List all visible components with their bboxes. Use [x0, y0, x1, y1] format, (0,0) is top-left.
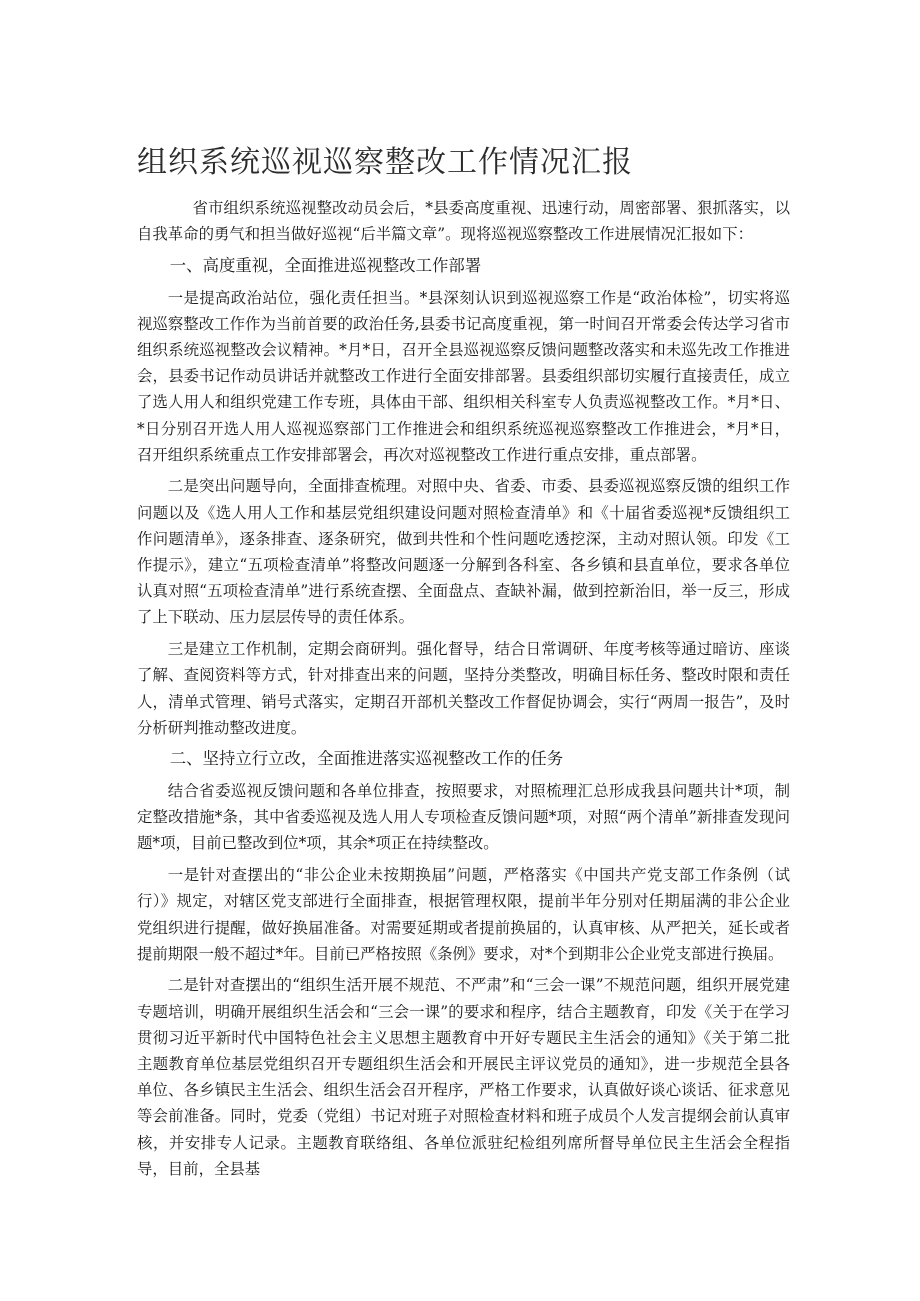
body-paragraph: 二是针对查摆出的“组织生活开展不规范、不严肃”和“三会一课”不规范问题，组织开展党建专题培训，明确开展组织生活会和“三会一课”的要求和程序，结合主题教育，印发《关于在学习贯彻习近平新时代中国特色社会主义思想主题教育中开好专题民主生活会的通知》《关于第二批主题教育单位基层党组织召开专题组织生活会和开展民主评议党员的通知》，进一步规范全县各单位、各乡镇民主生活会、组织生活会召开程序，严格工作要求，认真做好谈心谈话、征求意见等会前准备。同时，党委（党组）书记对班子对照检查材料和班子成员个人发言提纲会前认真审核，并安排专人记录。主题教育联络组、各单位派驻纪检组列席所督导单位民主生活会全程指导，目前，全县基: [137, 976, 790, 1178]
body-paragraph: 一是提高政治站位，强化责任担当。*县深刻认识到巡视巡察工作是“政治体检”，切实将巡视巡察整改工作作为当前首要的政治任务,县委书记高度重视，第一时间召开常委会传达学习省市组织系统巡视整改会议精神。*月*日，召开全县巡视巡察反馈问题整改落实和未巡先改工作推进会，县委书记作动员讲话并就整改工作进行全面安排部署。县委组织部切实履行直接责任，成立了选人用人和组织党建工作专班，具体由干部、组织相关科室专人负责巡视整改工作。*月*日、*日分别召开选人用人巡视巡察部门工作推进会和组织系统巡视巡察整改工作推进会，*月*日，召开组织系统重点工作安排部署会，再次对巡视整改工作进行重点安排，重点部署。: [137, 288, 790, 464]
body-paragraph: 结合省委巡视反馈问题和各单位排查，按照要求，对照梳理汇总形成我县问题共计*项，制定整改措施*条，其中省委巡视及选人用人专项检查反馈问题*项，对照“两个清单”新排查发现问题*项，目前已整改到位*项，其余*项正在持续整改。: [137, 782, 790, 853]
intro-paragraph: 省市组织系统巡视整改动员会后，*县委高度重视、迅速行动，周密部署、狠抓落实，以自我革命的勇气和担当做好巡视“后半篇文章”。现将巡视巡察整改工作进展情况汇报如下：: [137, 199, 790, 244]
document-body: [137, 195, 790, 1188]
body-paragraph: 一是针对查摆出的“非公企业未按期换届”问题，严格落实《中国共产党支部工作条例（试行）》规定，对辖区党支部进行全面排查，根据管理权限，提前半年分别对任期届满的非公企业党组织进行提醒，做好换届准备。对需要延期或者提前换届的，认真审核、从严把关，延长或者提前期限一般不超过*年。目前已严格按照《条例》要求，对*个到期非公企业党支部进行换届。: [137, 866, 790, 963]
body-paragraph: 二是突出问题导向，全面排查梳理。对照中央、省委、市委、县委巡视巡察反馈的组织工作问题以及《选人用人工作和基层党组织建设问题对照检查清单》和《十届省委巡视*反馈组织工作问题清单》，逐条排查、逐条研究，做到共性和个性问题吃透挖深，主动对照认领。印发《工作提示》，建立“五项检查清单”将整改问题逐一分解到各科室、各乡镇和县直单位，要求各单位认真对照“五项检查清单”进行系统查摆、全面盘点、查缺补漏，做到控新治旧，举一反三，形成了上下联动、压力层层传导的责任体系。: [137, 477, 790, 627]
section-heading-1: 一、高度重视，全面推进巡视整改工作部署: [169, 255, 482, 275]
section-heading-2: 二、坚持立行立改，全面推进落实巡视整改工作的任务: [169, 749, 564, 769]
document-title: 组织系统巡视巡察整改工作情况汇报: [137, 145, 633, 180]
body-paragraph: 三是建立工作机制，定期会商研判。强化督导，结合日常调研、年度考核等通过暗访、座谈了解、查阅资料等方式，针对排查出来的问题，坚持分类整改，明确目标任务、整改时限和责任人，清单式管理、销号式落实，定期召开部机关整改工作督促协调会，实行“两周一报告”，及时分析研判推动整改进度。: [137, 640, 790, 737]
